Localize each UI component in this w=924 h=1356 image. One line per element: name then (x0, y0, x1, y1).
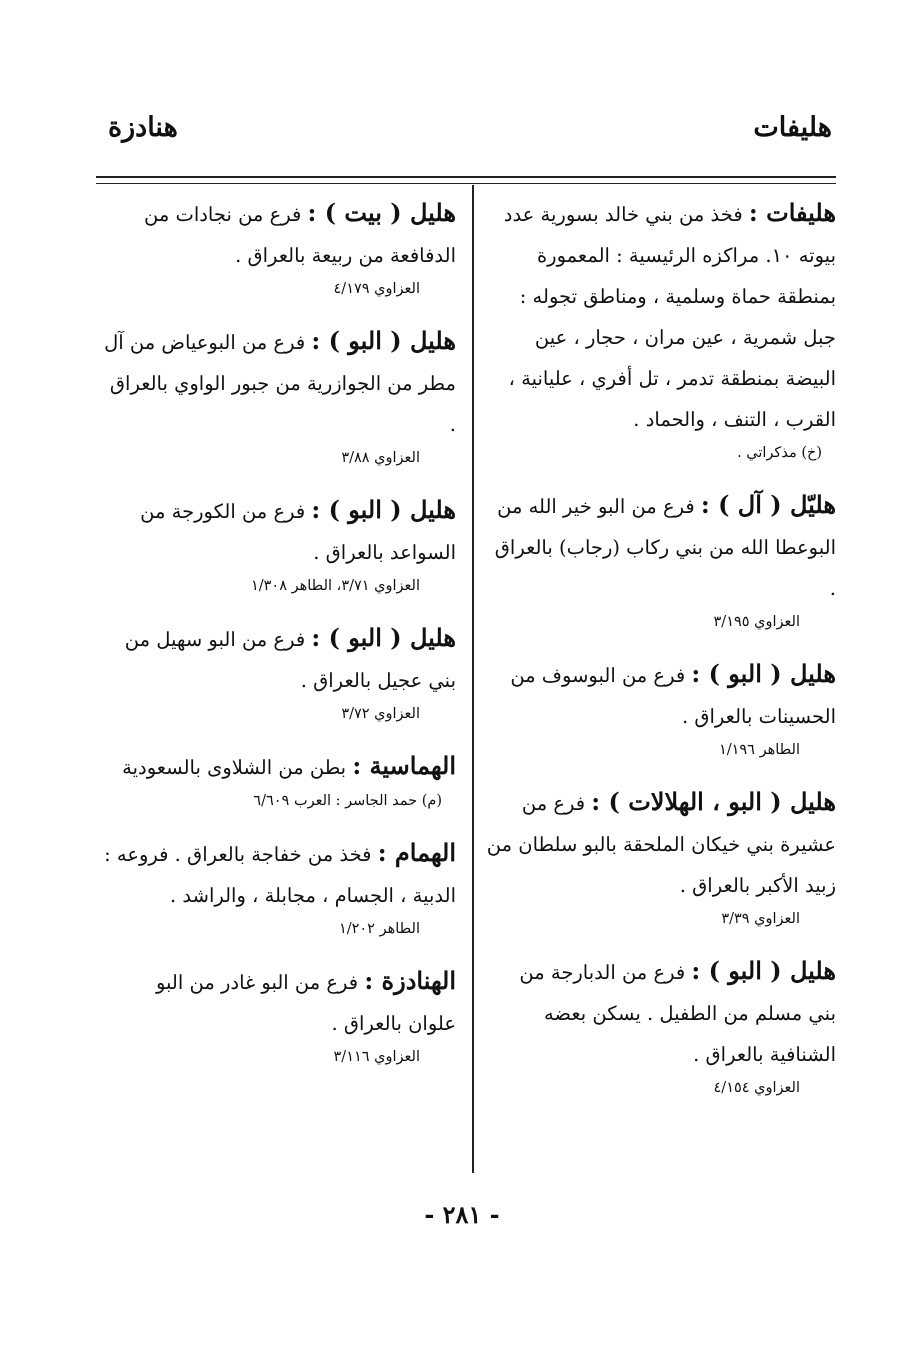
entry-headword: الهنادزة : (364, 966, 456, 995)
entry-reference: العزاوي ٤/١٧٩ (333, 281, 420, 297)
entry (104, 745, 456, 814)
entry-body (104, 960, 456, 1044)
entry-text: فرع من البو خير الله من البوعطا الله من بني ركاب (رجاب) بالعراق . (494, 495, 836, 600)
entry (486, 950, 836, 1101)
entry-text: فرع من نجادات من الدفافعة من ربيعة بالعراق . (143, 203, 456, 267)
entry-headword: هليل ( بيت ) : (307, 198, 456, 227)
entry-reference: العزاوي ٣/٣٩ (721, 911, 800, 927)
entry-body (104, 832, 456, 916)
entry (486, 781, 836, 932)
entry (486, 192, 836, 466)
entry (104, 489, 456, 599)
right-column (486, 192, 836, 1119)
entry-body (104, 489, 456, 573)
entry-text: فرع من البو سهيل من بني عجيل بالعراق . (124, 628, 456, 692)
entry-reference: العزاوي ٣/٧١، الطاهر ١/٣٠٨ (250, 578, 420, 594)
entry-body (104, 745, 456, 788)
entry (486, 484, 836, 635)
entry-headword: هليل ( البو ) : (311, 326, 456, 355)
entry (104, 320, 456, 471)
entry-body (486, 192, 836, 440)
entry-reference: العزاوي ٣/٨٨ (341, 450, 420, 466)
entry-reference: العزاوي ٣/١٩٥ (713, 614, 800, 630)
entry-text: بطن من الشلاوى بالسعودية (122, 756, 353, 779)
entry-body (486, 653, 836, 737)
entry (486, 653, 836, 763)
header-left-word: هنادزة (108, 112, 178, 143)
entry-body (486, 781, 836, 906)
entry-text: فرع من الدبارجة من بني مسلم من الطفيل . يسكن بعضه الشنافية بالعراق . (519, 961, 836, 1066)
entry-reference: العزاوي ٣/١١٦ (333, 1049, 420, 1065)
entry (104, 192, 456, 302)
entry-reference: (م) حمد الجاسر : العرب ٦/٦٠٩ (253, 793, 442, 809)
entry-reference: (خ) مذكراتي . (737, 445, 822, 461)
entry-text: فرع من الكورجة من السواعد بالعراق . (140, 500, 456, 564)
header-right-word: هليفات (753, 112, 832, 143)
entry-body (486, 950, 836, 1075)
entry-headword: هليل ( البو ) : (691, 956, 836, 985)
entry (104, 960, 456, 1070)
entry-text: فرع من البو غادر من البو علوان بالعراق . (155, 971, 456, 1035)
page-number: - ٢٨١ - (424, 1200, 500, 1229)
entry-body (104, 192, 456, 276)
entry-text: فرع من البوعياض من آل مطر من الجوازرية من جبور الواوي بالعراق . (104, 331, 456, 436)
entry-reference: الطاهر ١/٢٠٢ (338, 921, 420, 937)
entry-headword: هليل ( البو ) : (311, 495, 456, 524)
header-rule-thick (96, 176, 836, 178)
entry-headword: هليفات : (748, 198, 836, 227)
entry-reference: العزاوي ٤/١٥٤ (713, 1080, 800, 1096)
entry (104, 832, 456, 942)
entry-headword: هليّل ( آل ) : (700, 490, 836, 519)
entry-headword: هليل ( البو ) : (691, 659, 836, 688)
entry-headword: الهماسية : (352, 751, 456, 780)
entry-body (104, 617, 456, 701)
entry-text: فرع من البوسوف من الحسينات بالعراق . (510, 664, 836, 728)
entry (104, 617, 456, 727)
entry-reference: الطاهر ١/١٩٦ (718, 742, 800, 758)
entry-body (104, 320, 456, 445)
entry-reference: العزاوي ٣/٧٢ (341, 706, 420, 722)
entry-headword: هليل ( البو ، الهلالات ) : (591, 787, 836, 816)
entry-text: فخذ من خفاجة بالعراق . فروعه : الدبية ، الجسام ، مجابلة ، والراشد . (104, 843, 456, 907)
entry-body (486, 484, 836, 609)
entry-text: فرع من عشيرة بني خيكان الملحقة بالبو سلطان من زبيد الأكبر بالعراق . (486, 792, 836, 897)
entry-headword: هليل ( البو ) : (311, 623, 456, 652)
column-divider (472, 185, 474, 1173)
left-column (104, 192, 456, 1088)
header-rule-thin (96, 183, 836, 184)
entry-text: فخذ من بني خالد بسورية عدد بيوته ١٠. مراكزه الرئيسية : المعمورة بمنطقة حماة وسلمية ، ومناطق تجوله : جبل شمرية ، عين مران ، حجار ، عين البيضة بمنطقة تدمر ، تل أفري ، عليانية ، القرب ، التنف ، والحماد . (503, 203, 836, 431)
entry-headword: الهمام : (377, 838, 456, 867)
